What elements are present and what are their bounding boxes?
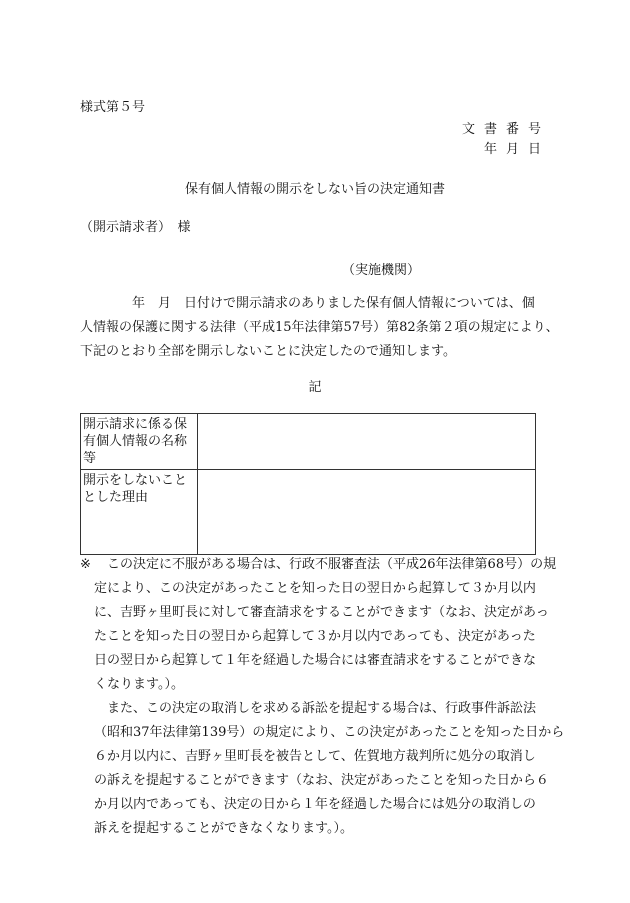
non-disclosure-reason-value	[198, 470, 536, 555]
note-line: ６か月以内に、吉野ヶ里町長を被告として、佐賀地方裁判所に処分の取消し	[94, 749, 536, 764]
table-label-cell	[81, 470, 198, 555]
notes-first-line	[80, 553, 557, 577]
note-line: 訴えを提起することができなくなります。）。	[94, 821, 353, 836]
note-line: また、この決定の取消しを求める訴訟を提起する場合は、行政事件訴訟法	[94, 701, 537, 716]
requested-info-name-label: 開示請求に係る保有個人情報の名称等	[83, 417, 188, 466]
note-line: たことを知った日の翌日から起算して３か月以内であっても、決定があった	[94, 629, 536, 644]
document-number-label: 文書番号	[461, 122, 550, 137]
document-date-label: 年月日	[483, 142, 550, 157]
table-row	[81, 414, 536, 470]
intro-line: 下記のとおり全部を開示しないことに決定したので通知します。	[80, 344, 456, 359]
info-table	[80, 413, 536, 555]
table-row	[81, 470, 536, 555]
table-label-cell	[81, 414, 198, 470]
intro-paragraph	[80, 292, 559, 364]
note-text: この決定に不服がある場合は、行政不服審査法（平成26年法律第68号）の規	[94, 557, 557, 572]
note-line: か月以内であっても、決定の日から１年を経過した場合には処分の取消しの	[94, 797, 536, 812]
note-line: 日の翌日から起算して１年を経過した場合には審査請求をすることができな	[94, 653, 537, 668]
notes-section	[80, 553, 565, 841]
implementing-agency: （実施機関）	[342, 263, 421, 278]
note-line: 定により、この決定があったことを知った日の翌日から起算して３か月以内	[94, 581, 536, 596]
non-disclosure-reason-label: 開示をしないこととした理由	[83, 473, 188, 505]
intro-line: 人情報の保護に関する法律（平成15年法律第57号）第82条第２項の規定により、	[80, 320, 559, 335]
form-number: 様式第５号	[80, 100, 146, 115]
intro-line: 年 月 日付けで開示請求のありました保有個人情報については、個	[132, 296, 535, 311]
note-line: （昭和37年法律第139号）の規定により、この決定があったことを知った日から	[94, 725, 565, 740]
note-mark: ※	[80, 557, 91, 572]
note-line: くなります。）。	[94, 677, 184, 692]
note-line: に、吉野ヶ里町長に対して審査請求をすることができます（なお、決定があっ	[94, 605, 549, 620]
note-line: の訴えを提起することができます（なお、決定があったことを知った日から６	[94, 773, 549, 788]
document-title: 保有個人情報の開示をしない旨の決定通知書	[184, 182, 445, 197]
recipient-line: （開示請求者） 様	[80, 220, 191, 235]
requested-info-name-value	[198, 414, 536, 470]
ki-heading: 記	[308, 380, 322, 395]
